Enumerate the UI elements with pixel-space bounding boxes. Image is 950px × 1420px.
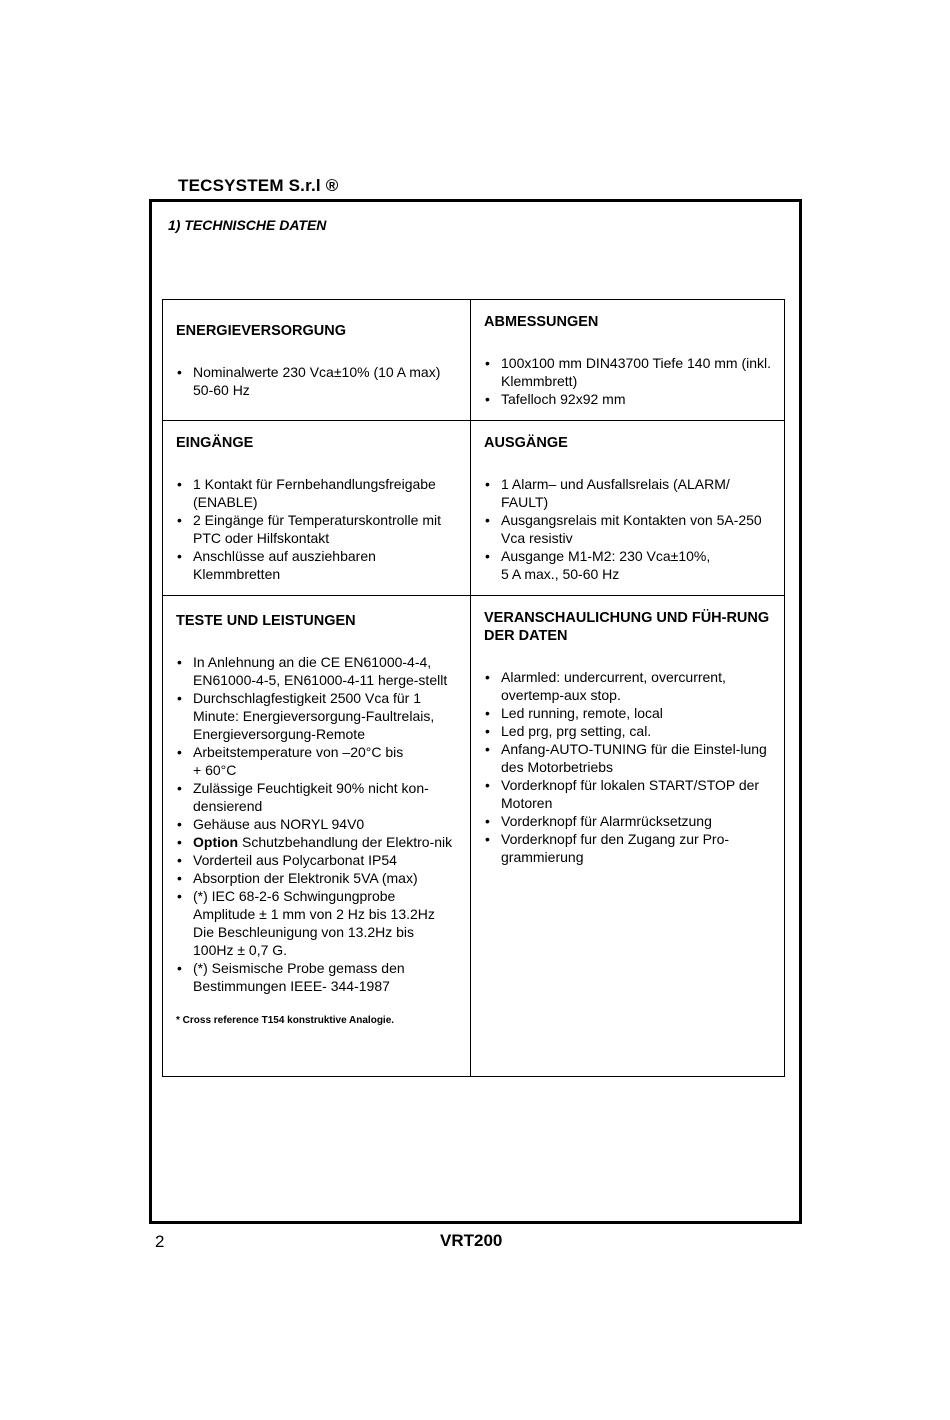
- list-item: • Anfang-AUTO-TUNING für die Einstel-lung des Motorbetriebs: [484, 740, 772, 776]
- item-line: + 60°C: [193, 762, 237, 778]
- list-item: • Alarmled: undercurrent, overcurrent, overtemp-aux stop.: [484, 668, 772, 704]
- section-title: 1) TECHNISCHE DATEN: [168, 217, 327, 233]
- option-text: Schutzbehandlung der Elektro-nik: [242, 834, 453, 850]
- bullet-list: [176, 653, 458, 995]
- list-item: • In Anlehnung an die CE EN61000-4-4, EN61000-4-5, EN61000-4-11 herge-stellt: [176, 653, 458, 689]
- list-item: • Absorption der Elektronik 5VA (max): [176, 869, 458, 887]
- bullet-list: [176, 475, 458, 583]
- list-item: • Vorderknopf für lokalen START/STOP der Motoren: [484, 776, 772, 812]
- bullet-list: [484, 354, 772, 408]
- cell-title: TESTE UND LEISTUNGEN: [176, 613, 356, 629]
- list-item: • Ausgangsrelais mit Kontakten von 5A-250 Vca resistiv: [484, 511, 772, 547]
- cell-eingaenge: [163, 421, 471, 596]
- footnote: * Cross reference T154 konstruktive Analogie.: [176, 1015, 395, 1026]
- page-number: 2: [155, 1232, 165, 1251]
- bullet-list: [176, 363, 458, 399]
- cell-ausgaenge: [471, 421, 785, 596]
- list-item: • 1 Kontakt für Fernbehandlungsfreigabe (ENABLE): [176, 475, 458, 511]
- list-item: • 1 Alarm– und Ausfallsrelais (ALARM/ FAULT): [484, 475, 772, 511]
- list-item: • Anschlüsse auf ausziehbaren Klemmbretten: [176, 547, 458, 583]
- model-name: VRT200: [440, 1231, 503, 1250]
- cell-veranschaulichung: [471, 596, 785, 1077]
- cell-title: EINGÄNGE: [176, 435, 254, 451]
- list-item: • Nominalwerte 230 Vca±10% (10 A max) 50-60 Hz: [176, 363, 458, 399]
- list-item: • Gehäuse aus NORYL 94V0: [176, 815, 458, 833]
- cell-title: AUSGÄNGE: [484, 435, 568, 451]
- cell-teste: [163, 596, 471, 1077]
- table-row: [163, 300, 785, 421]
- list-item: • (*) Seismische Probe gemass den Bestimmungen IEEE- 344-1987: [176, 959, 458, 995]
- bullet-list: [484, 668, 772, 866]
- option-label: Option: [193, 834, 239, 850]
- list-item: • 100x100 mm DIN43700 Tiefe 140 mm (inkl. Klemmbrett): [484, 354, 772, 390]
- list-item: • Led prg, prg setting, cal.: [484, 722, 772, 740]
- list-item: • Led running, remote, local: [484, 704, 772, 722]
- cell-abmessungen: [471, 300, 785, 421]
- company-header: TECSYSTEM S.r.l ®: [178, 176, 339, 195]
- list-item: • Vorderteil aus Polycarbonat IP54: [176, 851, 458, 869]
- technical-data-table: [162, 299, 785, 1077]
- cell-title: ENERGIEVERSORGUNG: [176, 323, 346, 339]
- table-row: [163, 596, 785, 1077]
- cell-title: ABMESSUNGEN: [484, 314, 599, 330]
- list-item: • Vorderknopf fur den Zugang zur Pro-grammierung: [484, 830, 772, 866]
- list-item: • Vorderknopf für Alarmrücksetzung: [484, 812, 772, 830]
- list-item: • Zulässige Feuchtigkeit 90% nicht kon-densierend: [176, 779, 458, 815]
- list-item: • Tafelloch 92x92 mm: [484, 390, 772, 408]
- list-item: • Durchschlagfestigkeit 2500 Vca für 1 Minute: Energieversorgung-Faultrelais, Energieversorgung-Remote: [176, 689, 458, 743]
- bullet-list: [484, 475, 772, 583]
- list-item: [484, 547, 772, 583]
- list-item: [176, 743, 458, 779]
- item-line: Ausgange M1-M2: 230 Vca±10%,: [501, 548, 711, 564]
- item-line: 5 A max., 50-60 Hz: [501, 566, 620, 582]
- cell-title: VERANSCHAULICHUNG UND FÜH-RUNG DER DATEN: [484, 610, 770, 644]
- list-item: [176, 833, 458, 851]
- cell-energieversorgung: [163, 300, 471, 421]
- list-item: • (*) IEC 68-2-6 Schwingungprobe Amplitude ± 1 mm von 2 Hz bis 13.2Hz Die Beschleunigung von 13.2Hz bis 100Hz ± 0,7 G.: [176, 887, 458, 959]
- table-row: [163, 421, 785, 596]
- item-line: Arbeitstemperature von –20°C bis: [193, 744, 404, 760]
- list-item: • 2 Eingänge für Temperaturskontrolle mit PTC oder Hilfskontakt: [176, 511, 458, 547]
